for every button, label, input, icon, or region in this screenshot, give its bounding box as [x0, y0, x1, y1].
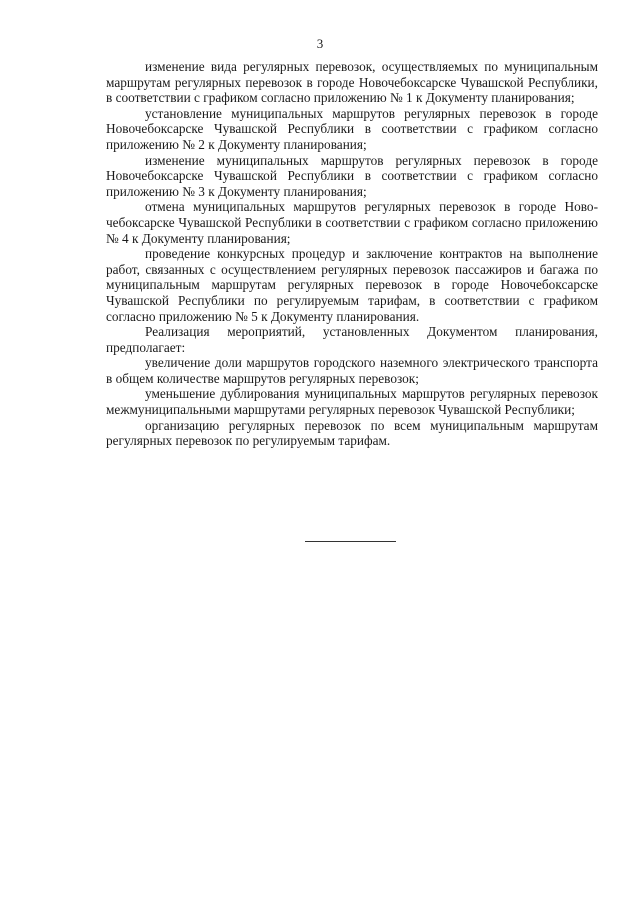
paragraph-change-transport-type: изменение вида регулярных перевозок, осуществляемых по муниципальным маршрутам регулярных перевозок в городе Новочебоксарске Чувашской Республики, в соответствии с графиком согласно приложению № 1 к Документу планирования; [106, 59, 598, 106]
paragraph-establish-routes: установление муниципальных маршрутов регулярных перевозок в городе Новочебоксарске Чувашской Республики в соответствии с графиком согласно приложению № 2 к Документу планирования; [106, 105, 598, 152]
paragraph-competitive-procedures: проведение конкурсных процедур и заключение контрактов на выполнение работ, связанных с осуществлением регулярных перевозок пассажиров и багажа по муниципальным маршрутам регулярных перевозок в городе Новочебоксарске Чувашской Республики по регулируемым тарифам, в соответствии с графиком согласно приложению № 5 к Документу планирования. [106, 246, 598, 324]
paragraph-change-routes: изменение муниципальных маршрутов регулярных перевозок в городе Новочебоксарске Чувашской Республики в соответствии с графиком согласно приложению № 3 к Документу планирования; [106, 152, 598, 199]
paragraph-regulated-tariffs: организацию регулярных перевозок по всем муниципальным маршрутам регулярных перевозок по регулируемым тарифам. [106, 417, 598, 449]
paragraph-cancel-routes: отмена муниципальных маршрутов регулярных перевозок в городе Новочебоксарске Чувашской Республики в соответствии с графиком согласно приложению № 4 к Документу планирования; [106, 199, 598, 246]
paragraph-implementation-intro: Реализация мероприятий, установленных Документом планирования, предполагает: [106, 324, 598, 355]
paragraph-increase-electric-share: увеличение доли маршрутов городского наземного электрического транспорта в общем количестве маршрутов регулярных перевозок; [106, 355, 598, 386]
paragraph-reduce-duplication: уменьшение дублирования муниципальных маршрутов регулярных перевозок межмуниципальными маршрутами регулярных перевозок Чувашской Республики; [106, 386, 598, 418]
end-of-document-rule [305, 541, 396, 542]
document-body [106, 59, 598, 449]
page-number: 3 [316, 36, 324, 51]
